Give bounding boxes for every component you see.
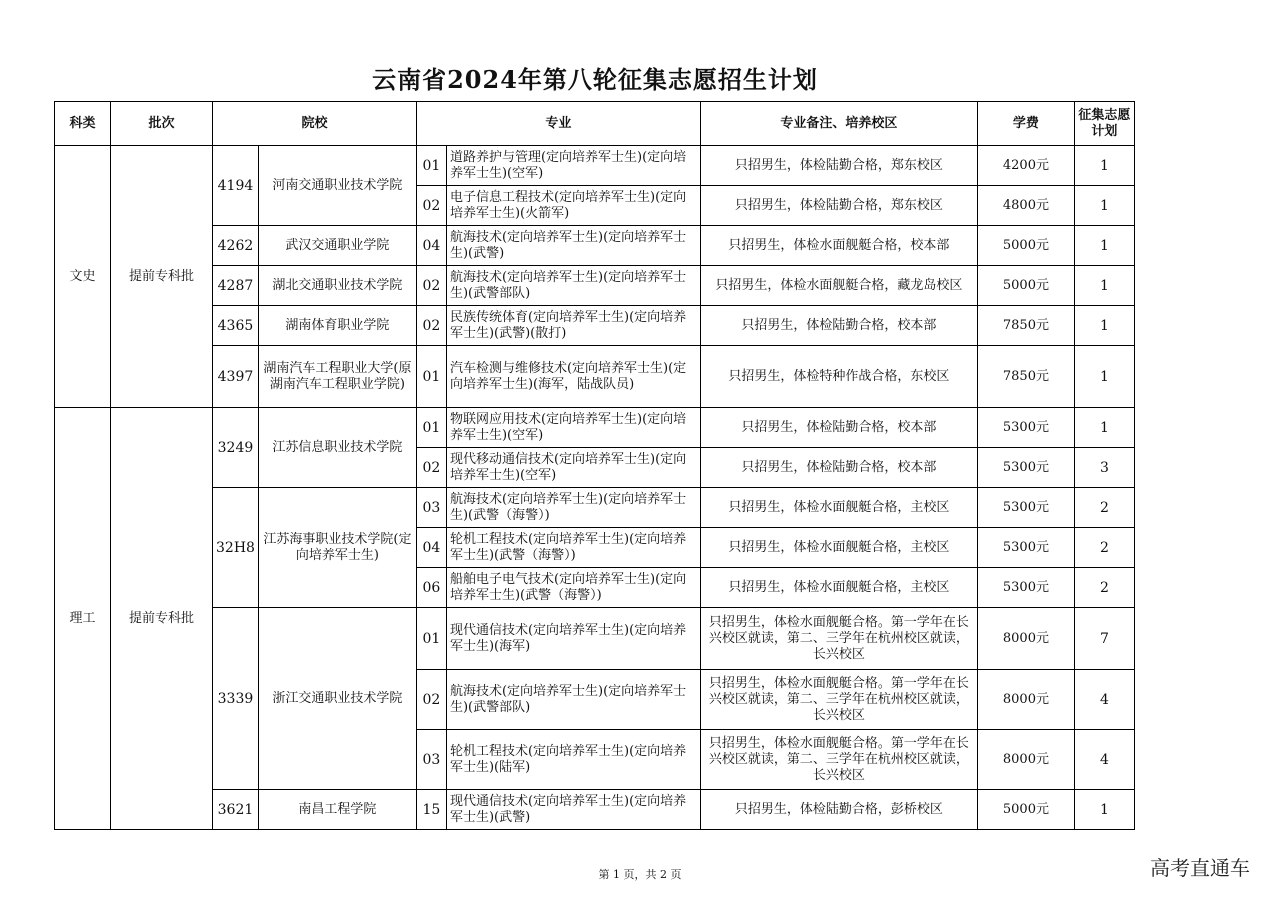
table-body (55, 146, 1135, 830)
fee-cell: 5300元 (977, 568, 1074, 608)
school-code-cell: 4262 (213, 226, 259, 266)
major-code-cell: 02 (416, 448, 446, 488)
subject-cell: 理工 (55, 408, 111, 830)
major-notes-cell: 只招男生，体检水面舰艇合格，校本部 (700, 226, 977, 266)
table-row (55, 408, 1135, 448)
plan-count-cell: 1 (1074, 408, 1134, 448)
header-batch: 批次 (111, 102, 213, 146)
fee-cell: 5300元 (977, 528, 1074, 568)
fee-cell: 8000元 (977, 670, 1074, 730)
header-fee: 学费 (977, 102, 1074, 146)
table-row (55, 146, 1135, 186)
fee-cell: 7850元 (977, 306, 1074, 346)
batch-cell: 提前专科批 (111, 146, 213, 408)
school-name-cell: 湖南体育职业学院 (258, 306, 416, 346)
plan-count-cell: 1 (1074, 346, 1134, 408)
plan-count-cell: 1 (1074, 790, 1134, 830)
major-name-cell: 道路养护与管理(定向培养军士生)(定向培养军士生)(空军) (446, 146, 700, 186)
major-notes-cell: 只招男生，体检水面舰艇合格，藏龙岛校区 (700, 266, 977, 306)
school-name-cell: 浙江交通职业技术学院 (258, 608, 416, 790)
header-row (55, 102, 1135, 146)
major-code-cell: 01 (416, 608, 446, 670)
school-name-cell: 湖北交通职业技术学院 (258, 266, 416, 306)
major-name-cell: 民族传统体育(定向培养军士生)(定向培养军士生)(武警)(散打) (446, 306, 700, 346)
major-code-cell: 03 (416, 488, 446, 528)
watermark: 高考直通车 (1150, 856, 1250, 880)
fee-cell: 5000元 (977, 226, 1074, 266)
major-notes-cell: 只招男生，体检水面舰艇合格。第一学年在长兴校区就读，第二、三学年在杭州校区就读，长兴校区 (700, 670, 977, 730)
major-notes-cell: 只招男生，体检水面舰艇合格。第一学年在长兴校区就读，第二、三学年在杭州校区就读，长兴校区 (700, 608, 977, 670)
fee-cell: 8000元 (977, 730, 1074, 790)
major-name-cell: 现代通信技术(定向培养军士生)(定向培养军士生)(海军) (446, 608, 700, 670)
school-code-cell: 4194 (213, 146, 259, 226)
header-notes: 专业备注、培养校区 (700, 102, 977, 146)
table-row (55, 306, 1135, 346)
major-name-cell: 现代移动通信技术(定向培养军士生)(定向培养军士生)(空军) (446, 448, 700, 488)
major-code-cell: 01 (416, 146, 446, 186)
school-code-cell: 3339 (213, 608, 259, 790)
major-notes-cell: 只招男生，体检陆勤合格，彭桥校区 (700, 790, 977, 830)
table-row (55, 346, 1135, 408)
school-code-cell: 32H8 (213, 488, 259, 608)
major-notes-cell: 只招男生，体检水面舰艇合格，主校区 (700, 488, 977, 528)
plan-count-cell: 4 (1074, 670, 1134, 730)
fee-cell: 4200元 (977, 146, 1074, 186)
fee-cell: 4800元 (977, 186, 1074, 226)
major-name-cell: 航海技术(定向培养军士生)(定向培养军士生)(武警（海警）) (446, 488, 700, 528)
school-name-cell: 南昌工程学院 (258, 790, 416, 830)
major-name-cell: 现代通信技术(定向培养军士生)(定向培养军士生)(武警) (446, 790, 700, 830)
enrollment-plan-table (54, 101, 1135, 830)
major-name-cell: 航海技术(定向培养军士生)(定向培养军士生)(武警部队) (446, 670, 700, 730)
fee-cell: 5000元 (977, 266, 1074, 306)
table-row (55, 266, 1135, 306)
fee-cell: 5000元 (977, 790, 1074, 830)
major-code-cell: 04 (416, 226, 446, 266)
major-notes-cell: 只招男生，体检陆勤合格，校本部 (700, 448, 977, 488)
school-code-cell: 3621 (213, 790, 259, 830)
major-name-cell: 轮机工程技术(定向培养军士生)(定向培养军士生)(陆军) (446, 730, 700, 790)
fee-cell: 7850元 (977, 346, 1074, 408)
school-code-cell: 4397 (213, 346, 259, 408)
major-code-cell: 02 (416, 306, 446, 346)
major-notes-cell: 只招男生，体检陆勤合格，校本部 (700, 306, 977, 346)
plan-count-cell: 1 (1074, 306, 1134, 346)
fee-cell: 5300元 (977, 408, 1074, 448)
school-name-cell: 江苏海事职业技术学院(定向培养军士生) (258, 488, 416, 608)
major-notes-cell: 只招男生，体检陆勤合格，郑东校区 (700, 186, 977, 226)
major-code-cell: 02 (416, 186, 446, 226)
plan-count-cell: 4 (1074, 730, 1134, 790)
fee-cell: 5300元 (977, 488, 1074, 528)
major-code-cell: 06 (416, 568, 446, 608)
major-code-cell: 01 (416, 408, 446, 448)
batch-cell: 提前专科批 (111, 408, 213, 830)
major-notes-cell: 只招男生，体检特种作战合格，东校区 (700, 346, 977, 408)
school-code-cell: 3249 (213, 408, 259, 488)
major-name-cell: 航海技术(定向培养军士生)(定向培养军士生)(武警部队) (446, 266, 700, 306)
major-notes-cell: 只招男生，体检水面舰艇合格，主校区 (700, 568, 977, 608)
table-row (55, 608, 1135, 670)
major-notes-cell: 只招男生，体检水面舰艇合格，主校区 (700, 528, 977, 568)
major-name-cell: 汽车检测与维修技术(定向培养军士生)(定向培养军士生)(海军，陆战队员) (446, 346, 700, 408)
page-footer: 第 1 页，共 2 页 (598, 868, 682, 881)
school-name-cell: 武汉交通职业学院 (258, 226, 416, 266)
table-row (55, 790, 1135, 830)
plan-count-cell: 1 (1074, 186, 1134, 226)
major-name-cell: 轮机工程技术(定向培养军士生)(定向培养军士生)(武警（海警）) (446, 528, 700, 568)
plan-count-cell: 1 (1074, 226, 1134, 266)
major-code-cell: 02 (416, 266, 446, 306)
major-name-cell: 船舶电子电气技术(定向培养军士生)(定向培养军士生)(武警（海警）) (446, 568, 700, 608)
major-notes-cell: 只招男生，体检陆勤合格，校本部 (700, 408, 977, 448)
plan-count-cell: 2 (1074, 528, 1134, 568)
header-major: 专业 (416, 102, 700, 146)
header-school: 院校 (213, 102, 417, 146)
major-notes-cell: 只招男生，体检水面舰艇合格。第一学年在长兴校区就读，第二、三学年在杭州校区就读，长兴校区 (700, 730, 977, 790)
subject-cell: 文史 (55, 146, 111, 408)
major-code-cell: 01 (416, 346, 446, 408)
plan-count-cell: 7 (1074, 608, 1134, 670)
major-code-cell: 03 (416, 730, 446, 790)
page-title: 云南省2024年第八轮征集志愿招生计划 (372, 65, 818, 94)
fee-cell: 5300元 (977, 448, 1074, 488)
plan-count-cell: 2 (1074, 488, 1134, 528)
table-row (55, 226, 1135, 266)
header-plan: 征集志愿计划 (1074, 102, 1134, 146)
fee-cell: 8000元 (977, 608, 1074, 670)
plan-count-cell: 1 (1074, 266, 1134, 306)
major-code-cell: 15 (416, 790, 446, 830)
major-name-cell: 电子信息工程技术(定向培养军士生)(定向培养军士生)(火箭军) (446, 186, 700, 226)
major-name-cell: 航海技术(定向培养军士生)(定向培养军士生)(武警) (446, 226, 700, 266)
major-code-cell: 04 (416, 528, 446, 568)
plan-count-cell: 2 (1074, 568, 1134, 608)
school-name-cell: 湖南汽车工程职业大学(原湖南汽车工程职业学院) (258, 346, 416, 408)
school-code-cell: 4365 (213, 306, 259, 346)
table-row (55, 488, 1135, 528)
header-subject: 科类 (55, 102, 111, 146)
plan-count-cell: 1 (1074, 146, 1134, 186)
plan-count-cell: 3 (1074, 448, 1134, 488)
major-code-cell: 02 (416, 670, 446, 730)
major-notes-cell: 只招男生，体检陆勤合格，郑东校区 (700, 146, 977, 186)
major-name-cell: 物联网应用技术(定向培养军士生)(定向培养军士生)(空军) (446, 408, 700, 448)
school-code-cell: 4287 (213, 266, 259, 306)
school-name-cell: 河南交通职业技术学院 (258, 146, 416, 226)
school-name-cell: 江苏信息职业技术学院 (258, 408, 416, 488)
